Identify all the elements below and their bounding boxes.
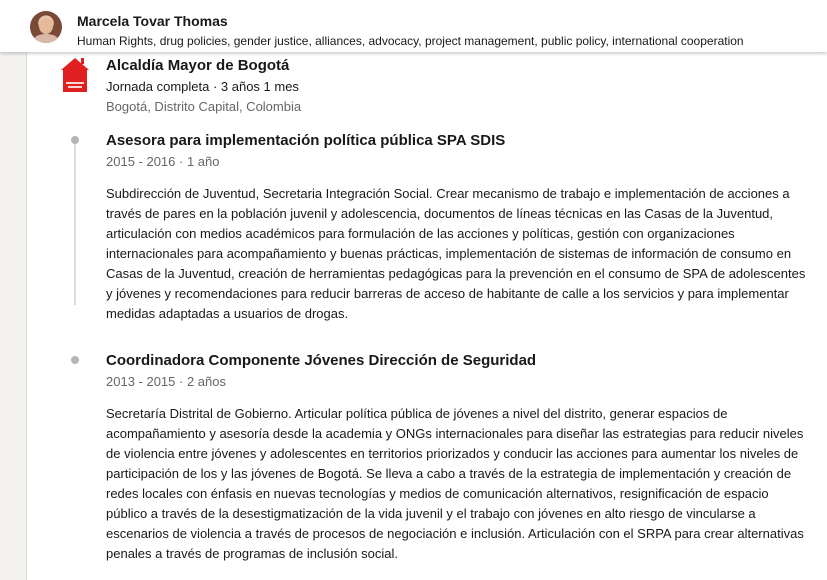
sticky-profile-header (0, 0, 827, 52)
position-title: Coordinadora Componente Jóvenes Dirección de Seguridad (106, 352, 537, 369)
experience-card (26, 52, 827, 580)
position-description: Subdirección de Juventud, Secretaria Integración Social. Crear mecanismo de trabajo e implementación de acciones a través de pares en la población juvenil y adolescencia, documentos de líneas técnicas en las Casas de la Juventud, articulación con medios académicos para formulación de las acciones y políticas, gestión con organizaciones internacionales para acompañamiento y buenas prácticas, implementación de sistemas de información de consumo en Casas de la Juventud, creación de herramientas pedagógicas para la prevención en el consumo de SPA de adolescentes y jóvenes y recomendaciones para reducir barreras de acceso de habitante de calle a los servicios y para implementar medidas adaptadas a usuarios de drogas. (106, 186, 806, 321)
position-dates: 2013 - 2015 · 2 años (106, 374, 226, 389)
avatar-shoulders (33, 34, 59, 43)
timeline-dot (71, 136, 79, 144)
position-title: Asesora para implementación política pública SPA SDIS (106, 132, 506, 149)
company-name[interactable]: Alcaldía Mayor de Bogotá (106, 57, 290, 74)
timeline-dot (71, 356, 79, 364)
position-description: Secretaría Distrital de Gobierno. Articular política pública de jóvenes a nivel del distrito, generar espacios de acompañamiento y asesoría desde la academia y ONGs internacionales para diseñar las estrategias para reducir niveles de violencia entre jóvenes y adolescentes en territorios priorizados y conducir las acciones para aumentar los niveles de participación de los y las jóvenes de Bogotá. Se lleva a cabo a través de la estrategia de implementación y creación de redes locales con énfasis en nuevas tecnologías y medios de comunicación alternativos, resignificación de espacio público a través de la desestigmatización de la vida juvenil y el trabajo con jóvenes en alto riesgo de vincularse a escenarios de violencia a través de procesos de negociación e inclusión. Articulación con el SRPA para crear alternativas penales a través de programas de inclusión social. (106, 406, 804, 561)
timeline-connector (74, 140, 76, 305)
position-dates: 2015 - 2016 · 1 año (106, 154, 220, 169)
profile-headline: Human Rights, drug policies, gender justice, alliances, advocacy, project management, public policy, international cooperation (77, 34, 744, 48)
company-logo-icon[interactable] (61, 56, 89, 96)
company-employment-duration: Jornada completa · 3 años 1 mes (106, 79, 299, 94)
company-location: Bogotá, Distrito Capital, Colombia (106, 99, 302, 114)
profile-name[interactable]: Marcela Tovar Thomas (77, 13, 228, 29)
avatar-face (39, 18, 53, 34)
avatar[interactable] (30, 11, 62, 43)
